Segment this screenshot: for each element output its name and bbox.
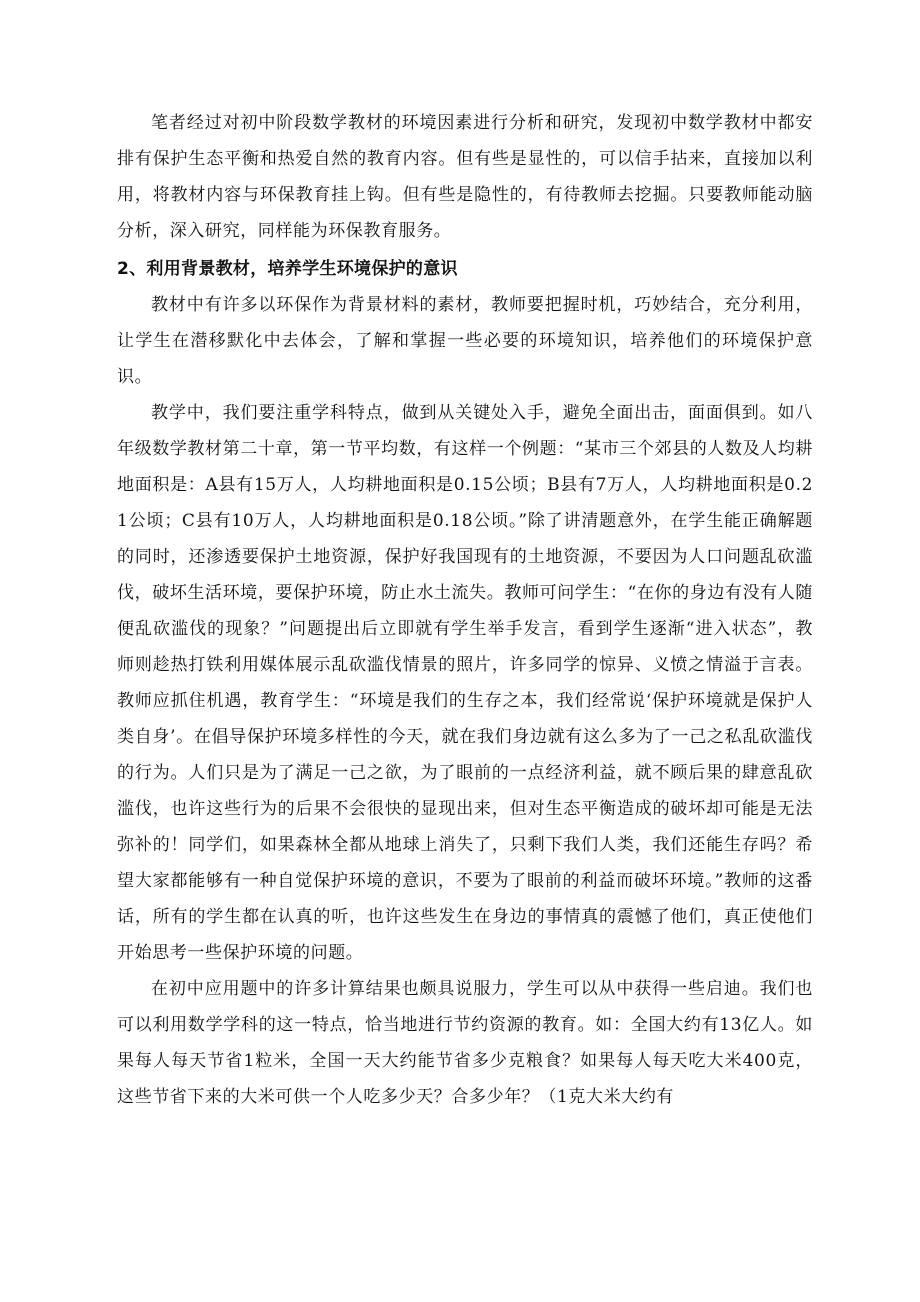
section-heading: 2、利用背景教材，培养学生环境保护的意识	[117, 259, 458, 279]
paragraph-teaching-example: 教学中，我们要注重学科特点，做到从关键处入手，避免全面出击，面面俱到。如八年级数学教材第二十章，第一节平均数，有这样一个例题：“某市三个郊县的人数及人均耕地面积是：A县有15万人，人均耕地面积是0.15公顷；B县有7万人，人均耕地面积是0.21公顷；C县有10万人，人均耕地面积是0.18公顷。”除了讲清题意外，在学生能正确解题的同时，还渗透要保护土地资源，保护好我国现有的土地资源，不要因为人口问题乱砍滥伐，破坏生活环境，要保护环境，防止水土流失。教师可问学生：“在你的身边有没有人随便乱砍滥伐的现象？”问题提出后立即就有学生举手发言，看到学生逐渐“进入状态”，教师则趁热打铁利用媒体展示乱砍滥伐情景的照片，许多同学的惊异、义愤之情溢于言表。教师应抓住机遇，教育学生：“环境是我们的生存之本，我们经常说‘保护环境就是保护人类自身’。在倡导保护环境多样性的今天，就在我们身边就有这么多为了一己之私乱砍滥伐的行为。人们只是为了满足一己之欲，为了眼前的一点经济利益，就不顾后果的肆意乱砍滥伐，也许这些行为的后果不会很快的显现出来，但对生态平衡造成的破坏却可能是无法弥补的！同学们，如果森林全都从地球上消失了，只剩下我们人类，我们还能生存吗？希望大家都能够有一种自觉保护环境的意识，不要为了眼前的利益而破坏环境。”教师的这番话，所有的学生都在认真的听，也许这些发生在身边的事情真的震憾了他们，真正使他们开始思考一些保护环境的问题。	[117, 403, 813, 963]
paragraph-intro: 笔者经过对初中阶段数学教材的环境因素进行分析和研究，发现初中数学教材中都安排有保护生态平衡和热爱自然的教育内容。但有些是显性的，可以信手拈来，直接加以利用，将教材内容与环保教育挂上钩。但有些是隐性的，有待教师去挖掘。只要教师能动脑分析，深入研究，同样能为环保教育服务。	[117, 113, 813, 241]
paragraph-application-problems: 在初中应用题中的许多计算结果也颇具说服力，学生可以从中获得一些启迪。我们也可以利用数学学科的这一特点，恰当地进行节约资源的教育。如：全国大约有13亿人。如果每人每天节省1粒米，全国一天大约能节省多少克粮食？如果每人每天吃大米400克，这些节省下来的大米可供一个人吃多少天？合多少年？（1克大米大约有	[117, 979, 813, 1107]
paragraph-background-material: 教材中有许多以环保作为背景材料的素材，教师要把握时机，巧妙结合，充分利用，让学生在潜移默化中去体会，了解和掌握一些必要的环境知识，培养他们的环境保护意识。	[117, 295, 813, 387]
document-body	[117, 105, 813, 1115]
